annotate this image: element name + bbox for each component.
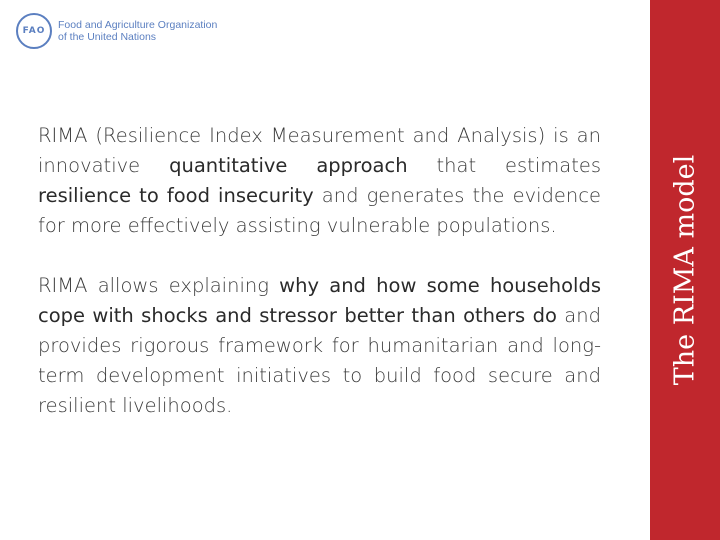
bold-text: resilience to food insecurity: [38, 184, 314, 207]
slide-body: [38, 121, 601, 451]
text: and provides rigorous framework for humanitarian and long-term development initiatives to build food secure and resilient livelihoods.: [38, 304, 601, 417]
fao-logo: [16, 13, 217, 49]
text: RIMA (Resilience Index Measurement and Analysis) is an innovative: [38, 124, 601, 177]
org-name-line2: of the United Nations: [58, 31, 157, 43]
title-sidebar: [650, 0, 720, 540]
paragraph-1: [38, 121, 601, 241]
fao-emblem-icon: FAO: [16, 13, 52, 49]
text: and generates the evidence for more effectively assisting vulnerable populations.: [38, 184, 601, 237]
bold-text: why and how some households cope with shocks and stressor better than others do: [38, 274, 601, 327]
org-name-line1: Food and Agriculture Organization: [58, 19, 218, 31]
slide-title: The RIMA model: [669, 154, 701, 386]
paragraph-2: [38, 271, 601, 421]
text: that estimates: [407, 154, 601, 177]
org-name: [58, 19, 217, 43]
text: RIMA allows explaining: [38, 274, 280, 297]
bold-text: quantitative approach: [169, 154, 408, 177]
